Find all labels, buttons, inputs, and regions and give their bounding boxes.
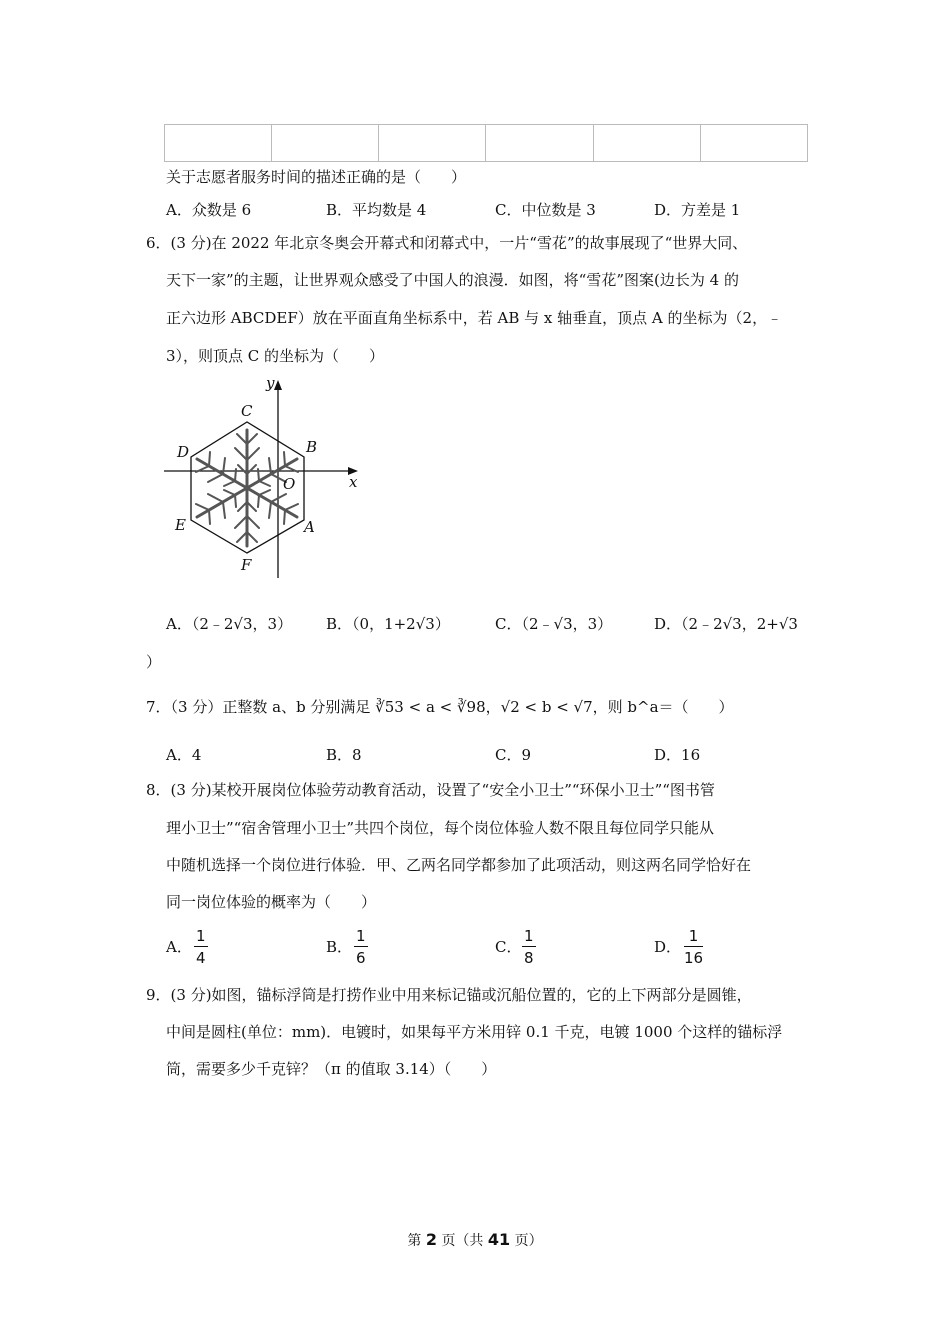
axis-label-x: x (349, 473, 358, 491)
q9-line-1: 9．(3 分)如图，锚标浮筒是打捞作业中用来标记锚或沉船位置的，它的上下两部分是圆锥， (146, 986, 752, 1004)
q8-option-c-fraction (522, 926, 536, 969)
page-footer (0, 1230, 950, 1250)
q6-option-d: D．（2﹣2√3，2+√3 (654, 615, 798, 633)
fraction-numerator: 1 (356, 927, 366, 945)
q8-option-a-fraction (194, 926, 208, 969)
q8-line-1: 8．(3 分)某校开展岗位体验劳动教育活动，设置了“安全小卫士”“环保小卫士”“图书管 (146, 781, 715, 799)
fraction-numerator: 1 (524, 927, 534, 945)
q7-stem: 7．（3 分）正整数 a、b 分别满足 ∛53 < a < ∛98，√2 < b < √7，则 b^a＝（ ） (146, 698, 734, 716)
fraction-denominator: 6 (356, 949, 366, 967)
vertex-label-c: C (241, 402, 253, 420)
q9-line-3: 筒，需要多少千克锌？（π 的值取 3.14）（ ） (166, 1060, 497, 1078)
q9-line-2: 中间是圆柱(单位：mm)．电镀时，如果每平方米用锌 0.1 千克，电镀 1000 个这样的锚标浮 (166, 1023, 783, 1041)
fraction-numerator: 1 (684, 926, 703, 947)
vertex-label-f: F (241, 556, 252, 574)
vertex-label-d: D (177, 443, 190, 461)
table-cell (700, 125, 807, 162)
q6-option-c: C．（2﹣√3，3） (495, 615, 613, 633)
q8-option-d-fraction (684, 926, 703, 969)
q5-option-c: C．中位数是 3 (495, 201, 596, 219)
data-table (164, 124, 808, 162)
vertex-label-e: E (175, 516, 186, 534)
q7-option-a: A．4 (166, 746, 202, 764)
fraction-denominator: 8 (524, 949, 534, 967)
footer-total-pages: 41 (487, 1230, 511, 1249)
q8-option-b-letter: B． (326, 938, 353, 956)
vertex-label-a: A (304, 518, 315, 536)
table-cell (593, 125, 700, 162)
fraction-denominator: 4 (196, 949, 206, 967)
q8-line-2: 理小卫士”“宿舍管理小卫士”共四个岗位，每个岗位体验人数不限且每位同学只能从 (166, 819, 715, 837)
footer-mid: 页（共 (441, 1233, 484, 1249)
q8-option-a-letter: A． (166, 938, 192, 956)
q6-option-b: B．（0，1+2√3） (326, 615, 450, 633)
q5-option-b: B．平均数是 4 (326, 201, 427, 219)
table-cell (486, 125, 593, 162)
axis-label-y: y (266, 374, 275, 392)
q8-option-d-letter: D． (654, 938, 682, 956)
q8-line-4: 同一岗位体验的概率为（ ） (166, 893, 377, 911)
vertex-label-b: B (306, 438, 318, 456)
snowflake-hexagon-figure (160, 372, 370, 584)
fraction-numerator: 1 (196, 927, 206, 945)
table-cell (272, 125, 379, 162)
q6-option-wrap: ） (146, 653, 162, 671)
q6-line-2: 天下一家”的主题，让世界观众感受了中国人的浪漫．如图，将“雪花”图案(边长为 4 的 (166, 271, 739, 289)
q6-line-1: 6．(3 分)在 2022 年北京冬奥会开幕式和闭幕式中，一片“雪花”的故事展现了“世界大同、 (146, 234, 748, 252)
q7-option-b: B．8 (326, 746, 362, 764)
origin-label: O (283, 475, 296, 493)
q5-stem: 关于志愿者服务时间的描述正确的是（ ） (166, 168, 467, 186)
q6-option-a: A．（2﹣2√3，3） (166, 615, 293, 633)
table-cell (379, 125, 486, 162)
q6-line-3: 正六边形 ABCDEF）放在平面直角坐标系中，若 AB 与 x 轴垂直，顶点 A 的坐标为（2，﹣ (166, 309, 783, 327)
footer-suffix: 页） (514, 1233, 543, 1249)
fraction-denominator: 16 (684, 949, 704, 967)
table-cell (165, 125, 272, 162)
q8-line-3: 中随机选择一个岗位进行体验．甲、乙两名同学都参加了此项活动，则这两名同学恰好在 (166, 856, 752, 874)
footer-prefix: 第 (407, 1233, 422, 1249)
q5-option-a: A．众数是 6 (166, 201, 252, 219)
q8-option-b-fraction (354, 926, 368, 969)
footer-page-number: 2 (425, 1230, 437, 1249)
q6-line-4: 3），则顶点 C 的坐标为（ ） (166, 347, 385, 365)
q5-option-d: D．方差是 1 (654, 201, 741, 219)
q8-option-c-letter: C． (495, 938, 522, 956)
q7-option-d: D．16 (654, 746, 701, 764)
q7-option-c: C．9 (495, 746, 532, 764)
